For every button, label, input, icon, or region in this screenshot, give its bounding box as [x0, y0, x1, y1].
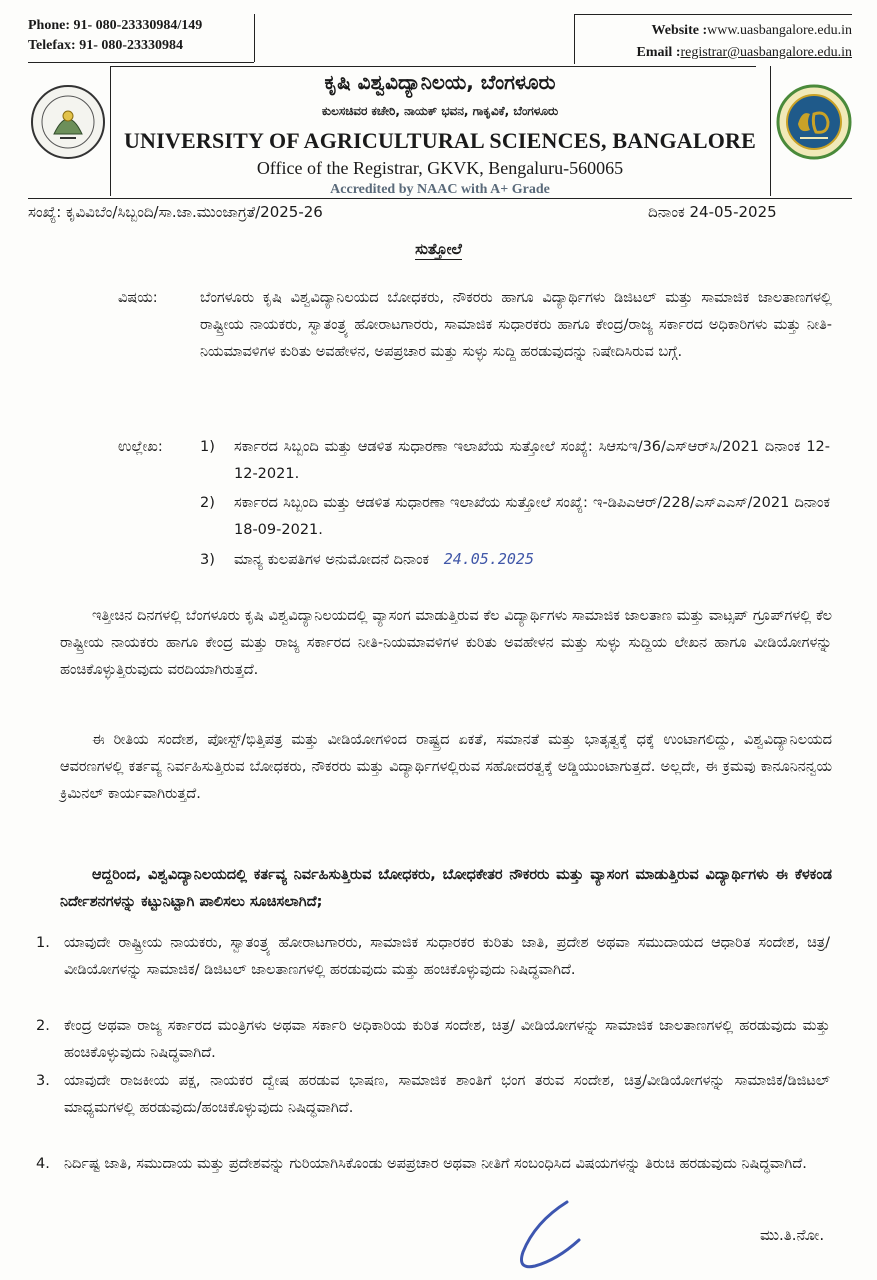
- signature-mark: [505, 1196, 595, 1278]
- reference-item-number: 2): [200, 495, 215, 511]
- website-link[interactable]: www.uasbangalore.edu.in: [707, 23, 852, 38]
- signoff-initials: ಮು.ತಿ.ನೋ.: [760, 1226, 825, 1244]
- body-paragraph: ಈ ರೀತಿಯ ಸಂದೇಶ, ಪೋಸ್ಟ್/ಭಿತ್ತಿಪತ್ರ ಮತ್ತು ವೀಡಿಯೋಗಳಿಂದ ರಾಷ್ಟ್ರದ ಏಕತೆ, ಸಮಾನತೆ ಮತ್ತು ಭಾತೃತ್ವಕ್ಕೆ ಧಕ್ಕೆ ಉಂಟಾಗಲಿದ್ದು, ವಿಶ್ವವಿದ್ಯಾನಿಲಯದ ಆವರಣಗಳಲ್ಲಿ ಕರ್ತವ್ಯ ನಿರ್ವಹಿಸುತ್ತಿರುವ ಬೋಧಕರು, ನೌಕರರು ಮತ್ತು ವಿದ್ಯಾರ್ಥಿಗಳಲ್ಲಿರುವ ಸಹೋದರತ್ವಕ್ಕೆ ಅಡ್ಡಿಯುಂಟಾಗುತ್ತದೆ. ಅಲ್ಲದೇ, ಈ ಕ್ರಮವು ಕಾನೂನಿನನ್ವಯ ಕ್ರಿಮಿನಲ್ ಕಾರ್ಯವಾಗಿರುತ್ತದೆ.: [60, 732, 832, 802]
- body-paragraph: ಇತ್ತೀಚಿನ ದಿನಗಳಲ್ಲಿ ಬೆಂಗಳೂರು ಕೃಷಿ ವಿಶ್ವವಿದ್ಯಾನಿಲಯದಲ್ಲಿ ವ್ಯಾಸಂಗ ಮಾಡುತ್ತಿರುವ ಕೆಲ ವಿದ್ಯಾರ್ಥಿಗಳು ಸಾಮಾಜಿಕ ಜಾಲತಾಣ ಮತ್ತು ವಾಟ್ಸಪ್ ಗ್ರೂಪ್‌ಗಳಲ್ಲಿ ಕೆಲ ರಾಷ್ಟ್ರೀಯ ನಾಯಕರು ಹಾಗೂ ಕೇಂದ್ರ ಮತ್ತು ರಾಜ್ಯ ಸರ್ಕಾರದ ನೀತಿ-ನಿಯಮಾವಳಿಗಳ ಕುರಿತು ಅವಹೇಳನ ಮತ್ತು ಸುಳ್ಳು ಸುದ್ದಿಯ ಲೇಖನ ಹಾಗೂ ವೀಡಿಯೋಗಳನ್ನು ಹಂಚಿಕೊಳ್ಳುತ್ತಿರುವುದು ವರದಿಯಾಗಿರುತ್ತದೆ.: [60, 608, 832, 678]
- handwritten-approval-date: 24.05.2025: [443, 550, 534, 568]
- header-divider-right: [574, 14, 575, 64]
- telefax-number: 91- 080-23330984: [79, 38, 184, 53]
- reference-item-number: 3): [200, 552, 215, 568]
- reference-number: ಸಂಖ್ಯೆ: ಕೃವಿವಿಬೆಂ/ಸಿಬ್ಬಂದಿ/ಸಾ.ಜಾ.ಮುಂಜಾಗ್ರತೆ/2025-26: [28, 203, 323, 221]
- header-rule-middle: [110, 66, 756, 67]
- phone-number: 91- 080-23330984/149: [73, 18, 203, 33]
- directive-item: [36, 1151, 832, 1178]
- circular-heading: [0, 240, 877, 258]
- office-address-kannada: ಕುಲಸಚಿವರ ಕಚೇರಿ, ನಾಯಕ್ ಭವನ, ಗಾಕೃವಿಕೆ, ಬೆಂಗಳೂರು: [321, 104, 559, 118]
- directive-number: 4.: [36, 1156, 50, 1172]
- anniversary-60-logo: [776, 84, 852, 160]
- reference-item-number: 1): [200, 439, 215, 455]
- subject-label: ವಿಷಯ:: [118, 290, 158, 306]
- reference-item: [200, 434, 832, 488]
- header-frame-right: [770, 66, 771, 196]
- email-link[interactable]: registrar@uasbangalore.edu.in: [680, 45, 852, 60]
- university-title-english: UNIVERSITY OF AGRICULTURAL SCIENCES, BANGALORE: [123, 128, 757, 153]
- header-rule-right-top: [574, 14, 852, 15]
- header-divider-left: [254, 14, 255, 62]
- website-label: Website :: [651, 23, 708, 38]
- directive-text: ಯಾವುದೇ ರಾಜಕೀಯ ಪಕ್ಷ, ನಾಯಕರ ದ್ವೇಷ ಹರಡುವ ಭಾಷಣ, ಸಾಮಾಜಿಕ ಶಾಂತಿಗೆ ಭಂಗ ತರುವ ಸಂದೇಶ, ಚಿತ್ರ/ವೀಡಿಯೋಗಳನ್ನು ಸಾಮಾಜಿಕ/ಡಿಜಿಟಲ್ ಮಾಧ್ಯಮಗಳಲ್ಲಿ ಹರಡುವುದು/ಹಂಚಿಕೊಳ್ಳುವುದು ನಿಷಿದ್ಧವಾಗಿದೆ.: [64, 1073, 830, 1116]
- directive-number: 1.: [36, 935, 50, 951]
- reference-item: [200, 546, 832, 574]
- circular-date: ದಿನಾಂಕ 24-05-2025: [648, 203, 777, 221]
- reference-item-text: ಸರ್ಕಾರದ ಸಿಬ್ಬಂದಿ ಮತ್ತು ಆಡಳಿತ ಸುಧಾರಣಾ ಇಲಾಖೆಯ ಸುತ್ತೋಲೆ ಸಂಖ್ಯೆ: ಇ-ಡಿಪಿಎಆರ್/228/ಎಸ್‌ಎಎಸ್/2021 ದಿನಾಂಕ 18-09-2021.: [234, 495, 830, 538]
- directive-item: [36, 930, 832, 984]
- header-bottom-rule: [28, 198, 852, 199]
- university-emblem-logo: [30, 84, 106, 160]
- references-label: ಉಲ್ಲೇಖ:: [118, 439, 163, 455]
- directive-text: ಯಾವುದೇ ರಾಷ್ಟ್ರೀಯ ನಾಯಕರು, ಸ್ವಾತಂತ್ರ್ಯ ಹೋರಾಟಗಾರರು, ಸಾಮಾಜಿಕ ಸುಧಾರಕರ ಕುರಿತು ಜಾತಿ, ಪ್ರದೇಶ ಅಥವಾ ಸಮುದಾಯದ ಆಧಾರಿತ ಸಂದೇಶ, ಚಿತ್ರ/ವೀಡಿಯೋಗಳನ್ನು ಸಾಮಾಜಿಕ/ ಡಿಜಿಟಲ್ ಜಾಲತಾಣಗಳಲ್ಲಿ ಹರಡುವುದು ಮತ್ತು ಹಂಚಿಕೊಳ್ಳುವುದು ನಿಷಿದ್ಧವಾಗಿದೆ.: [64, 935, 830, 978]
- directive-text: ಕೇಂದ್ರ ಅಥವಾ ರಾಜ್ಯ ಸರ್ಕಾರದ ಮಂತ್ರಿಗಳು ಅಥವಾ ಸರ್ಕಾರಿ ಅಧಿಕಾರಿಯ ಕುರಿತ ಸಂದೇಶ, ಚಿತ್ರ/ ವೀಡಿಯೋಗಳನ್ನು ಸಾಮಾಜಿಕ ಜಾಲತಾಣಗಳಲ್ಲಿ ಹರಡುವುದು ಮತ್ತು ಹಂಚಿಕೊಳ್ಳುವುದು ನಿಷಿದ್ಧವಾಗಿದೆ.: [64, 1018, 830, 1061]
- email-label: Email :: [636, 45, 681, 60]
- reference-item: [200, 490, 832, 544]
- directive-item: [36, 1013, 832, 1067]
- subject-text: ಬೆಂಗಳೂರು ಕೃಷಿ ವಿಶ್ವವಿದ್ಯಾನಿಲಯದ ಬೋಧಕರು, ನೌಕರರು ಹಾಗೂ ವಿದ್ಯಾರ್ಥಿಗಳು ಡಿಜಿಟಲ್ ಮತ್ತು ಸಾಮಾಜಿಕ ಜಾಲತಾಣಗಳಲ್ಲಿ ರಾಷ್ಟ್ರೀಯ ನಾಯಕರು, ಸ್ವಾತಂತ್ರ್ಯ ಹೋರಾಟಗಾರರು, ಸಾಮಾಜಿಕ ಸುಧಾರಕರು ಹಾಗೂ ಕೇಂದ್ರ/ರಾಜ್ಯ ಸರ್ಕಾರದ ಅಧಿಕಾರಿಗಳು ಮತ್ತು ನೀತಿ-ನಿಯಮಾವಳಿಗಳ ಕುರಿತು ಅವಹೇಳನ, ಅಪಪ್ರಚಾರ ಮತ್ತು ಸುಳ್ಳು ಸುದ್ದಿ ಹರಡುವುದನ್ನು ನಿಷೇದಿಸಿರುವ ಬಗ್ಗೆ.: [200, 290, 832, 360]
- university-title-kannada: ಕೃಷಿ ವಿಶ್ವವಿದ್ಯಾನಿಲಯ, ಬೆಂಗಳೂರು: [324, 70, 556, 94]
- directive-number: 3.: [36, 1073, 50, 1089]
- telefax-label: Telefax:: [28, 38, 76, 53]
- contact-left: [28, 16, 202, 56]
- reference-item-text: ಸರ್ಕಾರದ ಸಿಬ್ಬಂದಿ ಮತ್ತು ಆಡಳಿತ ಸುಧಾರಣಾ ಇಲಾಖೆಯ ಸುತ್ತೋಲೆ ಸಂಖ್ಯೆ: ಸಿಆಸುಇ/36/ಎಸ್‌ಆರ್‌ಸಿ/2021 ದಿನಾಂಕ 12-12-2021.: [234, 439, 830, 482]
- office-address-english: Office of the Registrar, GKVK, Bengaluru-560065: [256, 158, 624, 178]
- directive-item: [36, 1068, 832, 1122]
- accreditation-line: Accredited by NAAC with A+ Grade: [330, 182, 550, 197]
- reference-item-text: ಮಾನ್ಯ ಕುಲಪತಿಗಳ ಅನುಮೋದನೆ ದಿನಾಂಕ: [234, 552, 430, 568]
- phone-label: Phone:: [28, 18, 70, 33]
- contact-right: [520, 20, 852, 64]
- directive-text: ನಿರ್ದಿಷ್ಟ ಜಾತಿ, ಸಮುದಾಯ ಮತ್ತು ಪ್ರದೇಶವನ್ನು ಗುರಿಯಾಗಿಸಿಕೊಂಡು ಅಪಪ್ರಚಾರ ಅಥವಾ ನೀತಿಗೆ ಸಂಬಂಧಿಸಿದ ವಿಷಯಗಳನ್ನು ತಿರುಚಿ ಹರಡುವುದು ನಿಷಿದ್ಧವಾಗಿದೆ.: [64, 1156, 807, 1172]
- directive-number: 2.: [36, 1018, 50, 1034]
- directive-intro-paragraph: ಆದ್ದರಿಂದ, ವಿಶ್ವವಿದ್ಯಾನಿಲಯದಲ್ಲಿ ಕರ್ತವ್ಯ ನಿರ್ವಹಿಸುತ್ತಿರುವ ಬೋಧಕರು, ಬೋಧಕೇತರ ನೌಕರರು ಮತ್ತು ವ್ಯಾಸಂಗ ಮಾಡುತ್ತಿರುವ ವಿದ್ಯಾರ್ಥಿಗಳು ಈ ಕೆಳಕಂಡ ನಿರ್ದೇಶನಗಳನ್ನು ಕಟ್ಟುನಿಟ್ಟಾಗಿ ಪಾಲಿಸಲು ಸೂಚಿಸಲಾಗಿದೆ;: [60, 867, 832, 910]
- circular-heading-text: ಸುತ್ತೋಲೆ: [415, 240, 462, 258]
- header-rule-left: [28, 62, 254, 63]
